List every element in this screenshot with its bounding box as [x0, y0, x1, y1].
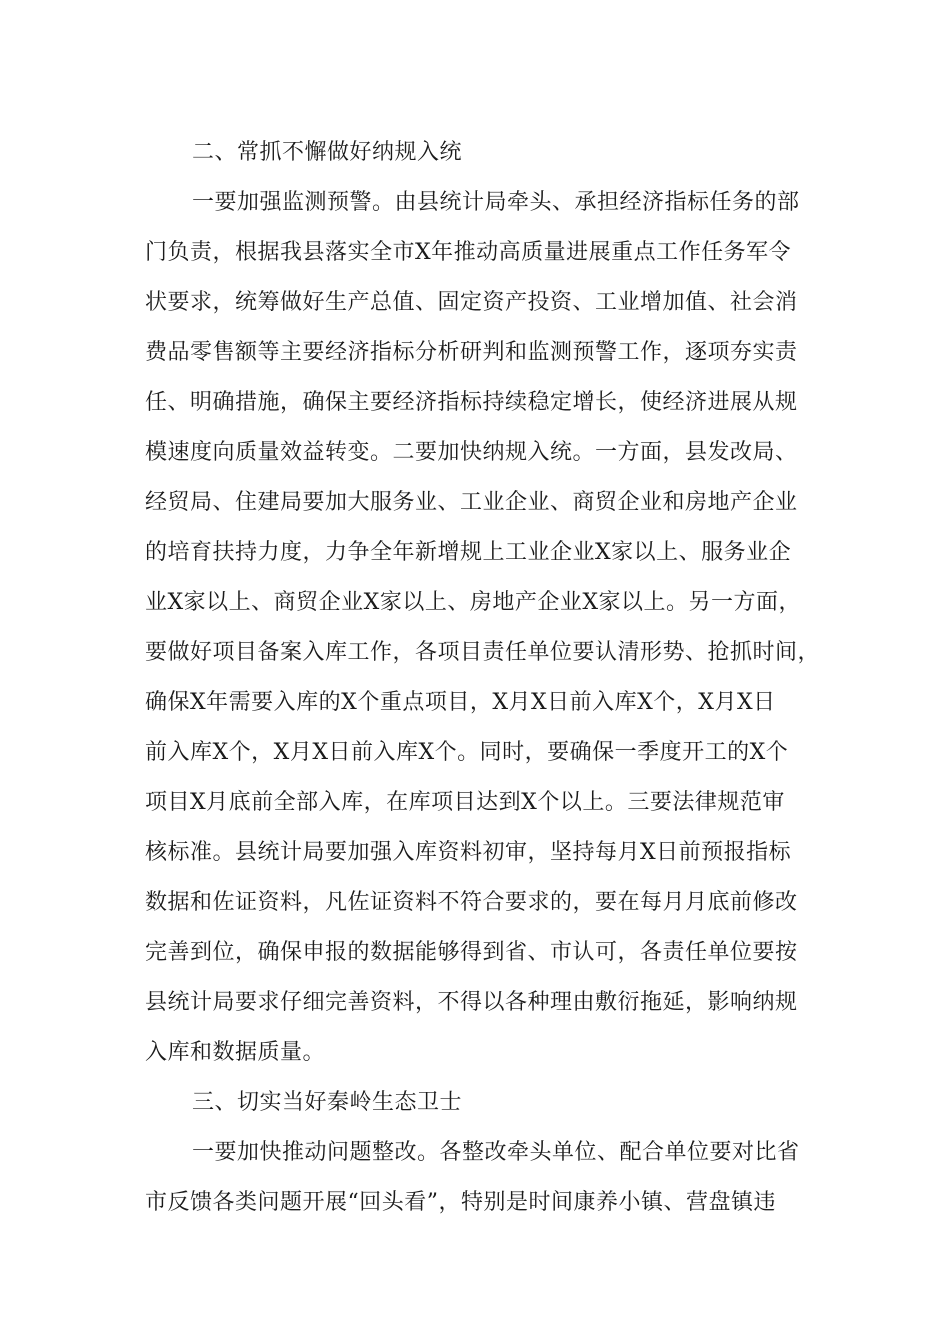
paragraph-line: 项目X月底前全部入库，在库项目达到X个以上。三要法律规范审 — [145, 790, 785, 815]
paragraph-line: 一要加快推动问题整改。各整改牵头单位、配合单位要对比省 — [192, 1140, 800, 1165]
paragraph-line: 前入库X个，X月X日前入库X个。同时，要确保一季度开工的X个 — [145, 740, 789, 765]
paragraph-line: 核标准。县统计局要加强入库资料初审，坚持每月X日前预报指标 — [145, 840, 792, 865]
paragraph-line: 费品零售额等主要经济指标分析研判和监测预警工作，逐项夯实责 — [145, 340, 798, 365]
paragraph-line: 经贸局、住建局要加大服务业、工业企业、商贸企业和房地产企业 — [145, 490, 798, 515]
paragraph-line: 门负责，根据我县落实全市X年推动高质量进展重点工作任务军令 — [145, 240, 792, 265]
section-2 — [145, 128, 825, 1078]
paragraph-line: 一要加强监测预警。由县统计局牵头、承担经济指标任务的部 — [192, 190, 800, 215]
paragraph-line: 县统计局要求仔细完善资料，不得以各种理由敷衍拖延，影响纳规 — [145, 990, 798, 1015]
section-heading: 三、切实当好秦岭生态卫士 — [192, 1090, 463, 1115]
paragraph-line: 状要求，统筹做好生产总值、固定资产投资、工业增加值、社会消 — [145, 290, 798, 315]
section-3 — [145, 1078, 825, 1228]
paragraph-line: 要做好项目备案入库工作，各项目责任单位要认清形势、抢抓时间， — [145, 640, 821, 665]
paragraph-line: 完善到位，确保申报的数据能够得到省、市认可，各责任单位要按 — [145, 940, 798, 965]
paragraph-line: 业X家以上、商贸企业X家以上、房地产企业X家以上。另一方面， — [145, 590, 801, 615]
paragraph-line: 数据和佐证资料，凡佐证资料不符合要求的，要在每月月底前修改 — [145, 890, 798, 915]
paragraph-line: 任、明确措施，确保主要经济指标持续稳定增长，使经济进展从规 — [145, 390, 798, 415]
paragraph-line: 模速度向质量效益转变。二要加快纳规入统。一方面，县发改局、 — [145, 440, 798, 465]
paragraph-line: 的培育扶持力度，力争全年新增规上工业企业X家以上、服务业企 — [145, 540, 792, 565]
paragraph-line: 入库和数据质量。 — [145, 1040, 326, 1065]
paragraph-line: 确保X年需要入库的X个重点项目，X月X日前入库X个，X月X日 — [145, 690, 776, 715]
section-heading: 二、常抓不懈做好纳规入统 — [192, 140, 463, 165]
paragraph-line: 市反馈各类问题开展“回头看”，特别是时间康养小镇、营盘镇违 — [145, 1190, 776, 1215]
